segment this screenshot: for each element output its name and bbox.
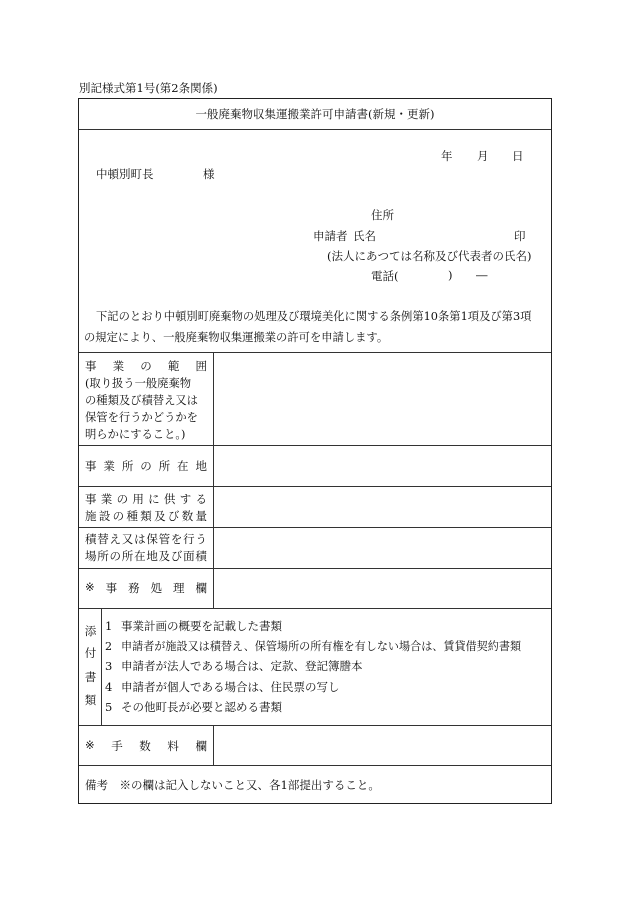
attachment-number: 3: [105, 659, 113, 673]
business-scope-note-4: 明らかにすること。): [85, 428, 186, 441]
label-char: 業: [100, 492, 113, 506]
label-char: 施: [85, 509, 97, 523]
label-char: 積: [195, 549, 207, 563]
label-char: 理: [173, 581, 185, 595]
attachment-label-char: 書: [84, 670, 97, 684]
seal-mark: 印: [514, 229, 526, 243]
label-char: 所: [158, 459, 171, 473]
label-char: 事: [105, 581, 118, 595]
business-scope-note-2: の種類及び積替え又は: [85, 394, 198, 407]
label-char: 及: [158, 549, 171, 563]
attachment-label-char: 添: [84, 624, 97, 638]
addressee-honorific: 様: [203, 167, 215, 181]
attachment-item: [105, 638, 521, 654]
label-char: 用: [132, 492, 144, 506]
label-char: の: [112, 509, 125, 523]
label-char: る: [195, 492, 207, 506]
label-char: す: [179, 492, 192, 506]
label-char: 務: [128, 581, 140, 595]
heading-char: の: [140, 359, 152, 373]
date-month-label: 月: [477, 149, 489, 163]
attachment-label-char: 付: [84, 646, 97, 660]
attachment-item: [105, 658, 363, 674]
divider: [79, 765, 551, 766]
attachment-item: [105, 618, 282, 634]
attachment-text: その他町長が必要と認める書類: [121, 700, 282, 714]
heading-char: 事: [85, 359, 97, 373]
office-use-label: [85, 580, 209, 596]
label-char: 設: [98, 509, 111, 523]
facilities-label: [85, 491, 209, 525]
label-char: 欄: [195, 739, 207, 753]
label-char: 業: [103, 459, 115, 473]
office-location-field[interactable]: [214, 446, 551, 486]
label-char: の: [116, 492, 129, 506]
label-char: 及: [154, 509, 166, 523]
divider: [79, 608, 551, 609]
label-char: 数: [181, 509, 194, 523]
label-char: は: [134, 532, 146, 546]
divider: [79, 129, 551, 130]
attachment-text: 申請者が施設又は積替え、保管場所の所有権を有しない場合は、賃貸借契約書類: [121, 640, 522, 653]
fee-field: [214, 726, 551, 765]
label-char: に: [148, 492, 160, 506]
phone-dash: ―: [476, 268, 488, 282]
label-char: 料: [167, 739, 179, 753]
attachment-number: 1: [105, 619, 113, 633]
label-char: び: [167, 509, 180, 523]
corporate-note: (法人にあつては名称及び代表者の氏名): [327, 249, 532, 263]
label-char: う: [195, 532, 207, 546]
attachment-item: [105, 699, 282, 715]
office-location-label: [85, 458, 209, 474]
statement-line-1: 下記のとおり中頓別町廃棄物の処理及び環境美化に関する条例第10条第1項及び第3項: [96, 310, 532, 323]
label-char: を: [170, 532, 183, 546]
attachment-text: 申請者が個人である場合は、住民票の写し: [121, 680, 340, 694]
attachment-number: 4: [105, 680, 113, 694]
label-char: 処: [150, 581, 163, 595]
facilities-field[interactable]: [214, 487, 551, 527]
label-char: 地: [146, 549, 158, 563]
label-char: 積: [85, 532, 97, 546]
label-char: 所: [121, 459, 134, 473]
heading-char: 業: [112, 359, 125, 373]
label-char: の: [109, 549, 122, 563]
business-scope-label: [85, 358, 209, 443]
label-char: 事: [85, 492, 97, 506]
date-year-label: 年: [441, 149, 453, 163]
label-char: 数: [139, 739, 151, 753]
transfer-storage-label: [85, 531, 209, 565]
label-char: 所: [121, 549, 134, 563]
attachment-label-char: 類: [84, 693, 97, 707]
business-scope-heading: [85, 358, 207, 374]
form-number: 別記様式第1号(第2条関係): [79, 81, 218, 95]
phone-close-paren: ): [448, 268, 453, 282]
fee-label: [85, 738, 209, 754]
label-char: 供: [163, 492, 176, 506]
addressee-name: 中頓別町長: [96, 167, 154, 181]
name-label: 氏名: [353, 229, 376, 243]
heading-char: 囲: [195, 359, 207, 373]
attachment-text: 申請者が法人である場合は、定款、登記簿謄本: [121, 659, 363, 673]
transfer-storage-field[interactable]: [214, 528, 551, 568]
label-char: 在: [134, 549, 146, 563]
label-char: 類: [140, 509, 152, 523]
address-label: 住所: [371, 208, 394, 222]
applicant-label: 申請者: [313, 229, 348, 243]
remarks: 備考 ※の欄は記入しないこと又、各1部提出すること。: [85, 778, 380, 792]
label-char: 面: [183, 549, 195, 563]
heading-char: 範: [167, 359, 180, 373]
application-form: [78, 98, 552, 804]
attachment-number: 2: [105, 640, 113, 653]
business-scope-note-1: (取り扱う一般廃棄物: [85, 377, 192, 390]
form-title: 一般廃棄物収集運搬業許可申請書(新規・更新): [195, 107, 435, 121]
label-char: 事: [85, 459, 97, 473]
label-char: 替: [97, 532, 109, 546]
label-char: 管: [158, 532, 171, 546]
business-scope-note-3: 保管を行うかどうかを: [85, 411, 198, 424]
label-char: 地: [195, 459, 207, 473]
label-char: 種: [126, 509, 138, 523]
label-char: 行: [183, 532, 195, 546]
label-char: 欄: [195, 581, 207, 595]
label-char: 手: [111, 739, 123, 753]
business-scope-field[interactable]: [214, 353, 551, 445]
label-char: ※: [85, 738, 95, 752]
label-char: 保: [146, 532, 158, 546]
label-char: び: [170, 549, 183, 563]
phone-label: 電話(: [371, 269, 399, 283]
label-char: え: [109, 532, 122, 546]
label-char: 所: [97, 549, 109, 563]
attachment-number: 5: [105, 700, 113, 714]
attachment-text: 事業計画の概要を記載した書類: [121, 619, 282, 633]
statement-line-2: の規定により、一般廃棄物収集運搬業の許可を申請します。: [84, 331, 389, 344]
label-char: 又: [121, 532, 134, 546]
office-use-field: [214, 569, 551, 608]
label-char: 場: [85, 549, 97, 563]
label-char: 量: [195, 509, 207, 523]
label-char: 在: [177, 459, 189, 473]
attachment-item: [105, 679, 340, 695]
label-char: の: [140, 459, 152, 473]
label-char: ※: [85, 580, 95, 594]
date-day-label: 日: [512, 149, 524, 163]
